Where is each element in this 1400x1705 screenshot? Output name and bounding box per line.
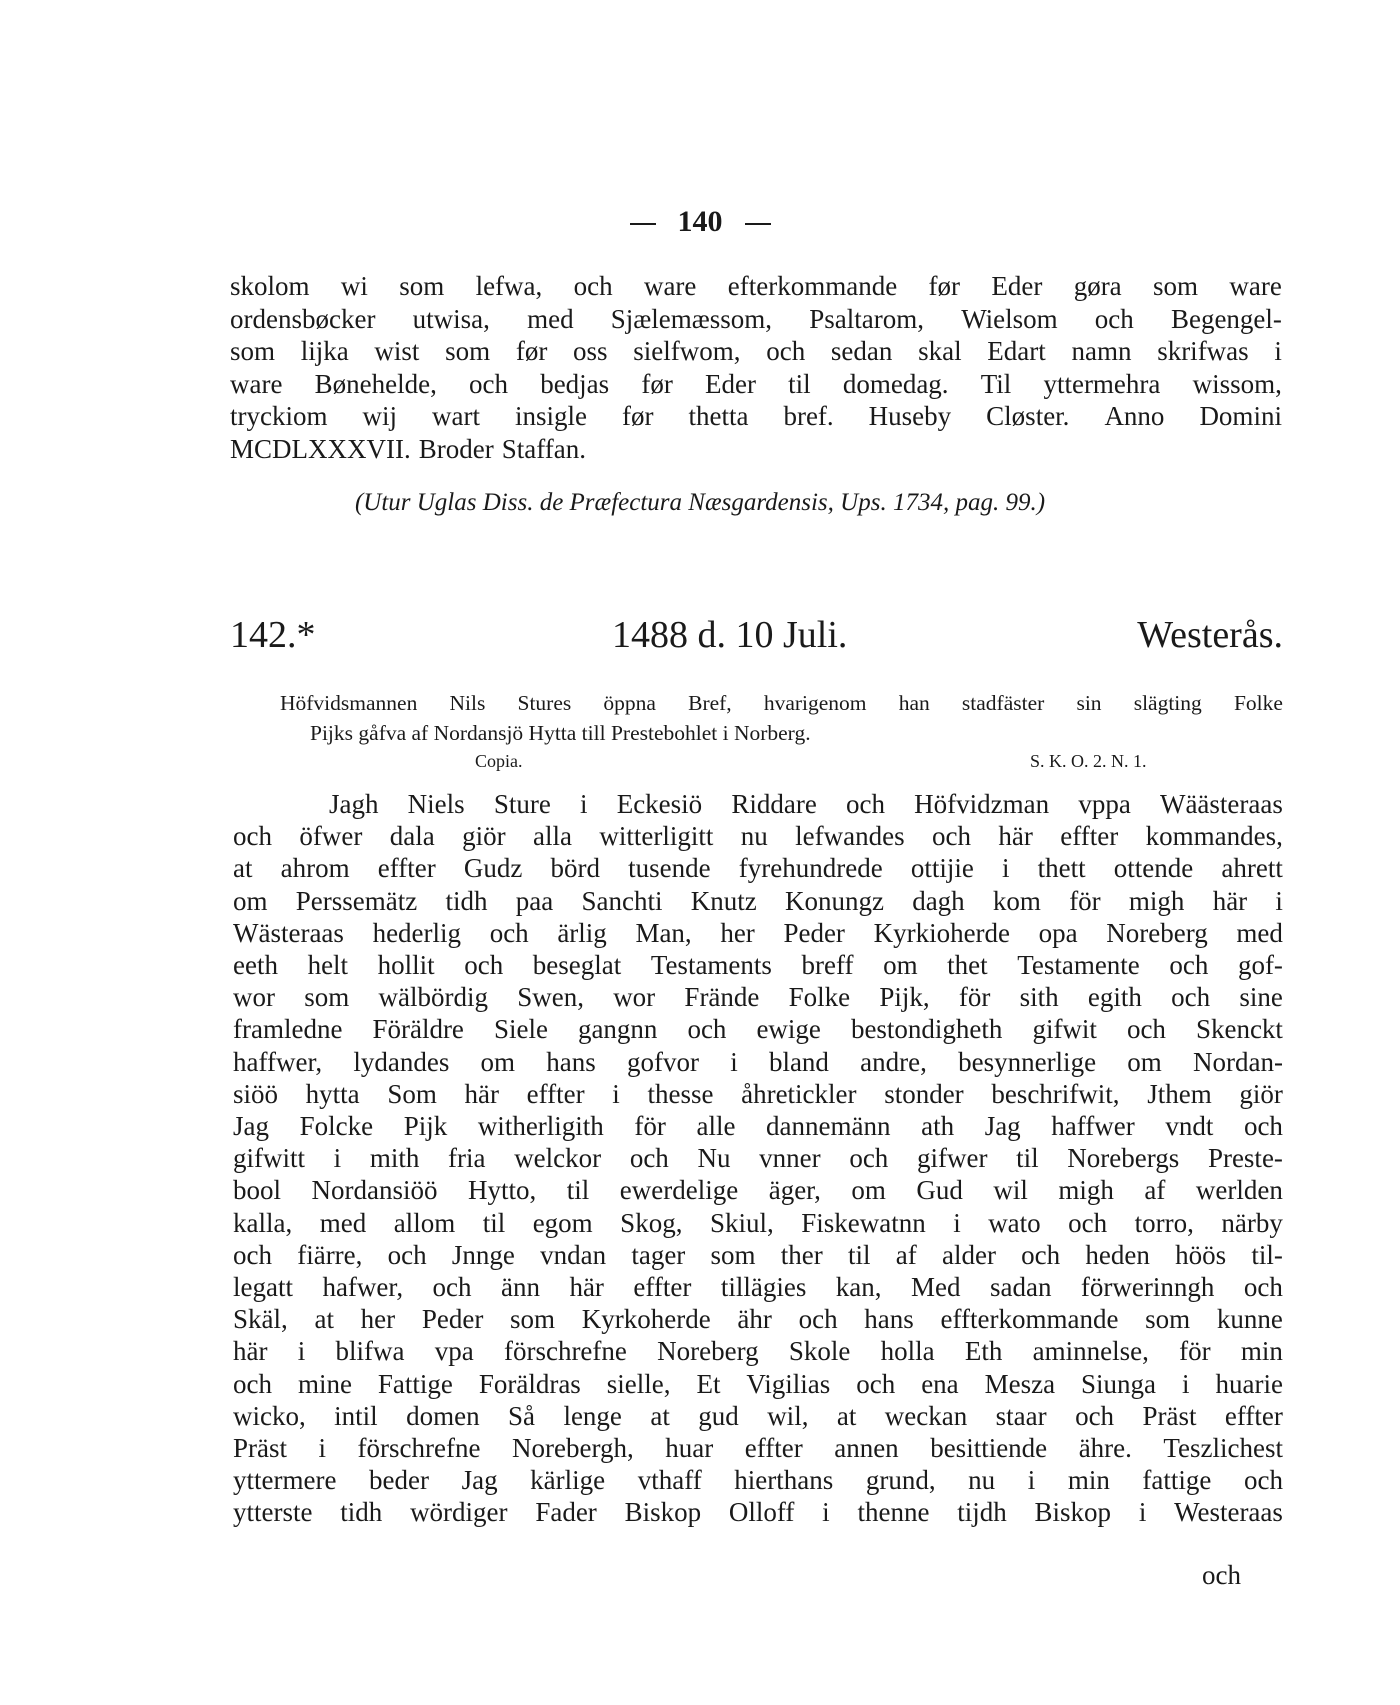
- letter-body-text: [233, 788, 1283, 1529]
- text-line: ware Bønehelde, och bedjas før Eder til domedag. Til yttermehra wissom,: [230, 368, 1282, 399]
- text-line: tryckiom wij wart insigle før thetta bref. Huseby Cløster. Anno Domini: [230, 401, 1282, 431]
- summary-line-1: Höfvidsmannen Nils Stures öppna Bref, hvarigenom han stadfäster sin slägting Folke: [280, 691, 1283, 715]
- entry-date: 1488 d. 10 Juli.: [612, 614, 848, 656]
- reference-line: [0, 751, 1400, 777]
- text-line: yttermere beder Jag kärlige vthaff hierthans grund, nu i min fattige och: [233, 1465, 1283, 1496]
- text-line: framledne Föräldre Siele gangnn och ewige bestondigheth gifwit och Skenckt: [233, 1014, 1283, 1045]
- continued-letter-text: [230, 270, 1282, 465]
- text-line: wor som wälbördig Swen, wor Frände Folke Pijk, för sith egith och sine: [233, 982, 1283, 1013]
- text-line: MCDLXXXVII. Broder Staffan.: [230, 433, 586, 464]
- entry-summary: [280, 688, 1283, 748]
- text-line: ordensbøcker utwisa, med Sjælemæssom, Psaltarom, Wielsom och Begengel-: [230, 303, 1282, 334]
- catchword: och: [1202, 1560, 1241, 1590]
- text-line: Jag Folcke Pijk witherligith för alle dannemänn ath Jag haffwer vndt och: [233, 1111, 1283, 1142]
- text-line: här i blifwa vpa förschrefne Noreberg Skole holla Eth aminnelse, för min: [233, 1336, 1283, 1367]
- text-line: gifwitt i mith fria welckor och Nu vnner och gifwer til Norebergs Preste-: [233, 1143, 1283, 1174]
- header-dash-right: [745, 223, 771, 225]
- page-number: 140: [677, 205, 723, 238]
- source-citation: (Utur Uglas Diss. de Præfectura Næsgardensis, Ups. 1734, pag. 99.): [354, 489, 1046, 516]
- text-line: legatt hafwer, och änn här effter tillägies kan, Med sadan förwerinngh och: [233, 1272, 1283, 1303]
- text-line: Jagh Niels Sture i Eckesiö Riddare och Höfvidzman vppa Wäästeraas: [329, 789, 1283, 819]
- entry-heading: [230, 613, 1283, 655]
- archive-reference: S. K. O. 2. N. 1.: [1030, 751, 1147, 771]
- text-line: Wästeraas hederlig och ärlig Man, her Peder Kyrkioherde opa Noreberg med: [233, 917, 1283, 948]
- text-line: som lijka wist som før oss sielfwom, och sedan skal Edart namn skrifwas i: [230, 336, 1282, 366]
- text-line: wicko, intil domen Så lenge at gud wil, at weckan staar och Präst effter: [233, 1400, 1283, 1431]
- entry-place: Westerås.: [1137, 614, 1283, 656]
- text-line: och mine Fattige Foräldras sielle, Et Vigilias och ena Mesza Siunga i huarie: [233, 1368, 1283, 1399]
- entry-number: 142.*: [230, 614, 316, 656]
- summary-line-2: Pijks gåfva af Nordansjö Hytta till Prestebohlet i Norberg.: [310, 721, 811, 745]
- text-line: eeth helt hollit och beseglat Testaments breff om thet Testamente och gof-: [233, 950, 1283, 981]
- text-line: kalla, med allom til egom Skog, Skiul, Fiskewatnn i wato och torro, närby: [233, 1207, 1283, 1238]
- text-line: bool Nordansiöö Hytto, til ewerdelige äger, om Gud wil migh af werlden: [233, 1175, 1283, 1206]
- header-dash-left: [630, 223, 656, 225]
- text-line: at ahrom effter Gudz börd tusende fyrehundrede ottijie i thett ottende ahrett: [233, 853, 1283, 884]
- copia-label: Copia.: [475, 751, 523, 771]
- text-line: ytterste tidh wördiger Fader Biskop Olloff i thenne tijdh Biskop i Westeraas: [233, 1497, 1283, 1528]
- text-line: skolom wi som lefwa, och ware efterkommande før Eder gøra som ware: [230, 271, 1282, 301]
- text-line: och öfwer dala giör alla witterligitt nu lefwandes och här effter kommandes,: [233, 821, 1283, 852]
- text-line: siöö hytta Som här effter i thesse åhretickler stonder beschrifwit, Jthem giör: [233, 1078, 1283, 1109]
- text-line: om Perssemätz tidh paa Sanchti Knutz Konungz dagh kom för migh här i: [233, 885, 1283, 916]
- text-line: Präst i förschrefne Norebergh, huar effter annen besittiende ähre. Teszlichest: [233, 1433, 1283, 1464]
- text-line: och fiärre, och Jnnge vndan tager som ther til af alder och heden höös til-: [233, 1239, 1283, 1270]
- text-line: Skäl, at her Peder som Kyrkoherde ähr och hans effterkommande som kunne: [233, 1304, 1283, 1335]
- text-line: haffwer, lydandes om hans gofvor i bland andre, besynnerlige om Nordan-: [233, 1046, 1283, 1077]
- page-header: [0, 205, 1400, 239]
